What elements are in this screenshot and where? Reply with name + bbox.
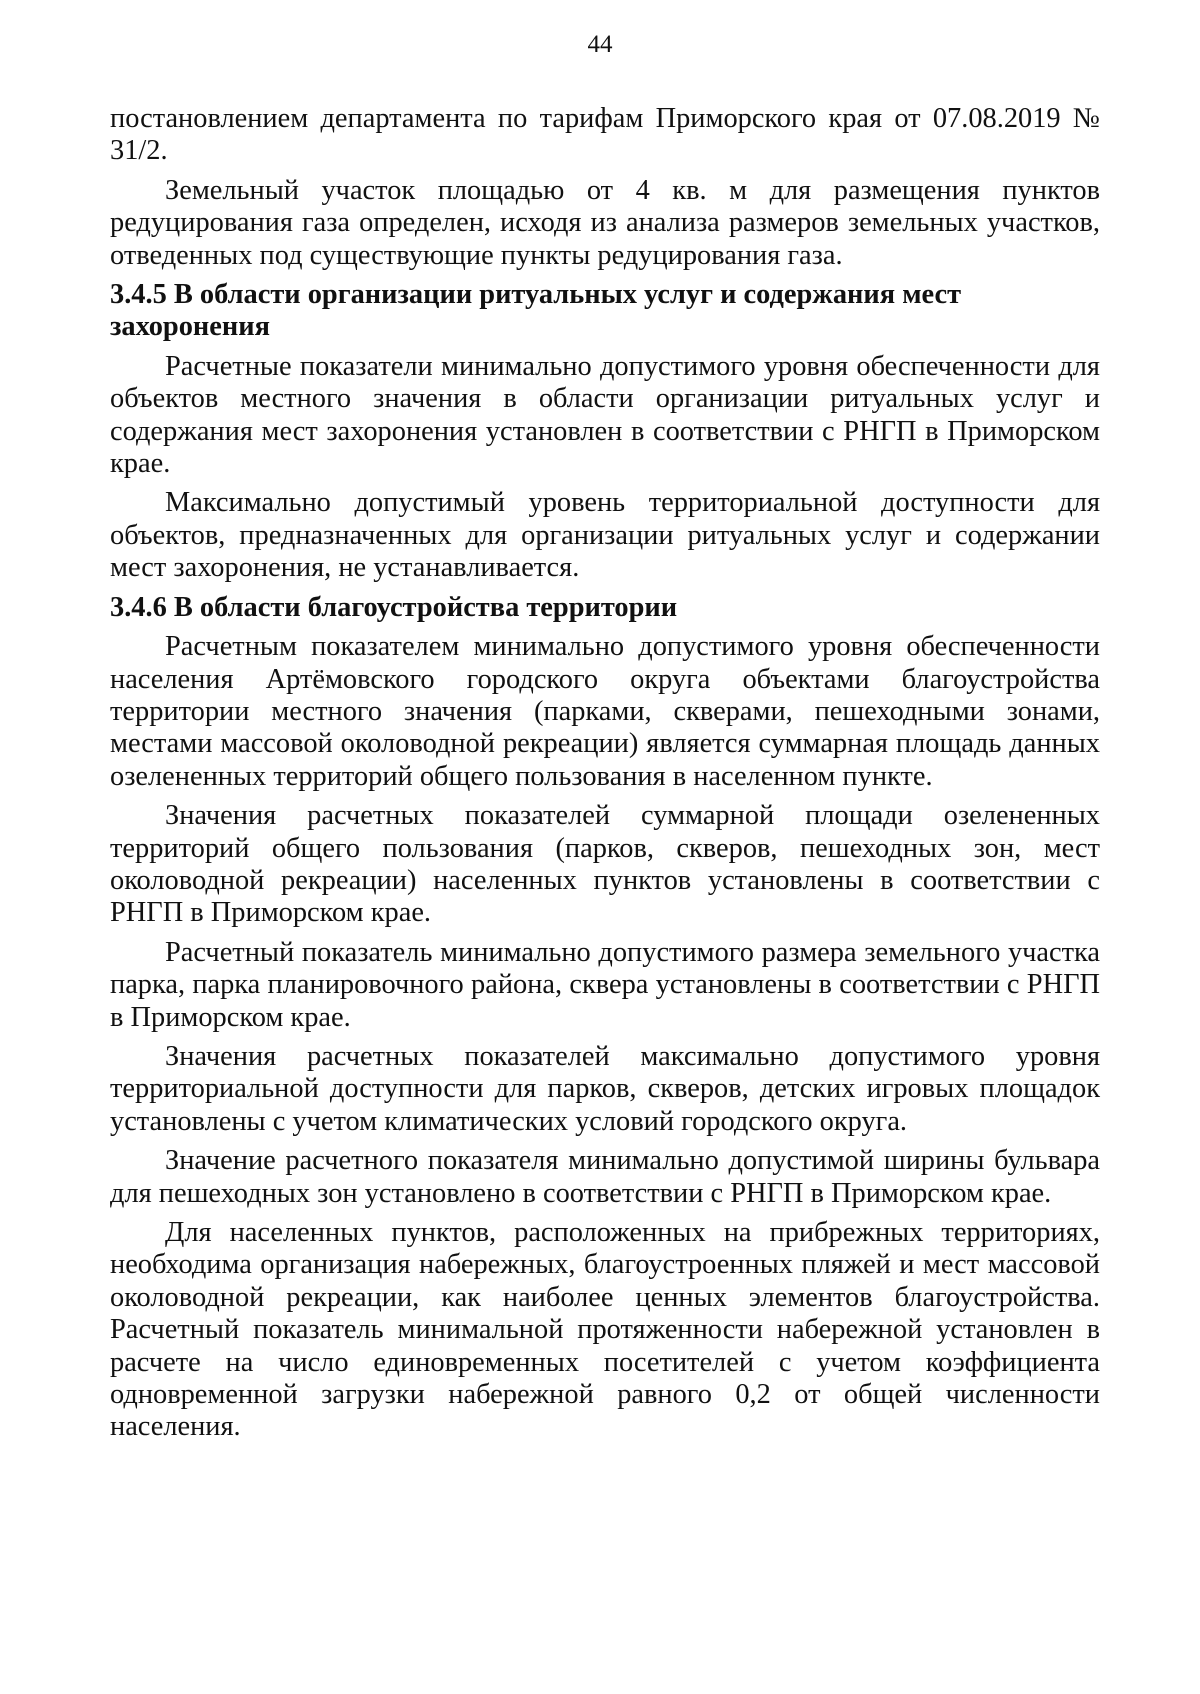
document-body: [110, 103, 1100, 1444]
section-heading-3-4-6: 3.4.6 В области благоустройства территории: [110, 591, 678, 623]
section-heading-3-4-5: 3.4.5 В области организации ритуальных услуг и содержания мест захоронения: [110, 279, 962, 343]
paragraph: Максимально допустимый уровень территориальной доступности для объектов, предназначенных для организации ритуальных услуг и содержании мест захоронения, не устанавливается.: [110, 487, 1100, 584]
paragraph: Значение расчетного показателя минимально допустимой ширины бульвара для пешеходных зон установлено в соответствии с РНГП в Приморском крае.: [110, 1145, 1100, 1209]
paragraph: Расчетные показатели минимально допустимого уровня обеспеченности для объектов местного значения в области организации ритуальных услуг и содержания мест захоронения установлен в соответствии с РНГП в Приморском крае.: [110, 350, 1100, 480]
paragraph: Для населенных пунктов, расположенных на прибрежных территориях, необходима организация набережных, благоустроенных пляжей и мест массовой околоводной рекреации, как наиболее ценных элементов благоустройства. Расчетный показатель минимальной протяженности набережной установлен в расчете на число единовременных посетителей с учетом коэффициента одновременной загрузки набережной равного 0,2 от общей численности населения.: [110, 1217, 1100, 1443]
paragraph: Земельный участок площадью от 4 кв. м для размещения пунктов редуцирования газа определен, исходя из анализа размеров земельных участков, отведенных под существующие пункты редуцирования газа.: [110, 174, 1100, 271]
page-number: 44: [587, 31, 613, 58]
paragraph: Расчетный показатель минимально допустимого размера земельного участка парка, парка планировочного района, сквера установлены в соответствии с РНГП в Приморском крае.: [110, 936, 1100, 1033]
paragraph: постановлением департамента по тарифам Приморского края от 07.08.2019 № 31/2.: [110, 103, 1100, 167]
paragraph: Расчетным показателем минимально допустимого уровня обеспеченности населения Артёмовского городского округа объектами благоустройства территории местного значения (парками, скверами, пешеходными зонами, местами массовой околоводной рекреации) является суммарная площадь данных озелененных территорий общего пользования в населенном пункте.: [110, 631, 1100, 792]
paragraph: Значения расчетных показателей суммарной площади озелененных территорий общего пользования (парков, скверов, пешеходных зон, мест околоводной рекреации) населенных пунктов установлены в соответствии с РНГП в Приморском крае.: [110, 800, 1100, 929]
paragraph: Значения расчетных показателей максимально допустимого уровня территориальной доступности для парков, скверов, детских игровых площадок установлены с учетом климатических условий городского округа.: [110, 1040, 1100, 1137]
